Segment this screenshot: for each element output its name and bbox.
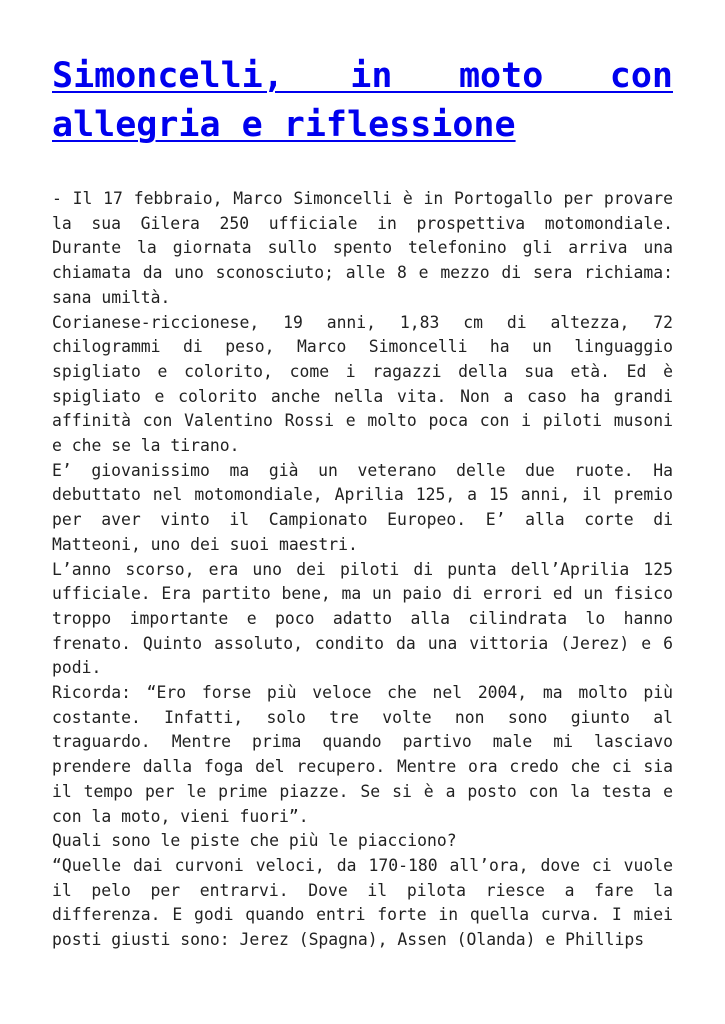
article-paragraph-5: Ricorda: “Ero forse più veloce che nel 2004, ma molto più costante. Infatti, solo tre volte non sono giunto al traguardo. Mentre prima quando partivo male mi lasciavo prendere dalla foga del recupero. Mentre ora credo che ci sia il tempo per le prime piazze. Se si è a posto con la testa e con la moto, vieni fuori”. bbox=[52, 683, 673, 826]
article-paragraph-1: - Il 17 febbraio, Marco Simoncelli è in Portogallo per provare la sua Gilera 250 ufficiale in prospettiva motomondiale. Durante la giornata sullo spento telefonino gli arriva una chiamata da uno sconosciuto; alle 8 e mezzo di sera richiama: sana umiltà. bbox=[52, 189, 673, 307]
article-question: Quali sono le piste che più le piacciono? bbox=[52, 831, 457, 851]
article-paragraph-2: Corianese-riccionese, 19 anni, 1,83 cm di altezza, 72 chilogrammi di peso, Marco Simoncelli ha un linguaggio spigliato e colorito, come i ragazzi della sua età. Ed è spigliato e colorito anche nella vita. Non a caso ha grandi affinità con Valentino Rossi e molto poca con i piloti musoni e che se la tirano. bbox=[52, 312, 673, 456]
article-body bbox=[52, 187, 673, 953]
article-title-link[interactable]: Simoncelli, in moto con allegria e riflessione bbox=[52, 56, 673, 145]
article-paragraph-4: L’anno scorso, era uno dei piloti di punta dell’Aprilia 125 ufficiale. Era partito bene, ma un paio di errori ed un fisico troppo importante e poco adatto alla cilindrata lo hanno frenato. Quinto assoluto, condito da una vittoria (Jerez) e 6 podi. bbox=[52, 559, 673, 678]
article-paragraph-7: “Quelle dai curvoni veloci, da 170-180 all’ora, dove ci vuole il pelo per entrarvi. Dove il pilota riesce a fare la differenza. E godi quando entri forte in quella curva. I miei posti giusti sono: Jerez (Spagna), Assen (Olanda) e Phillips bbox=[52, 855, 673, 950]
article-paragraph-3: E’ giovanissimo ma già un veterano delle due ruote. Ha debuttato nel motomondiale, Aprilia 125, a 15 anni, il premio per aver vinto il Campionato Europeo. E’ alla corte di Matteoni, uno dei suoi maestri. bbox=[52, 460, 673, 554]
document-page bbox=[52, 52, 673, 953]
